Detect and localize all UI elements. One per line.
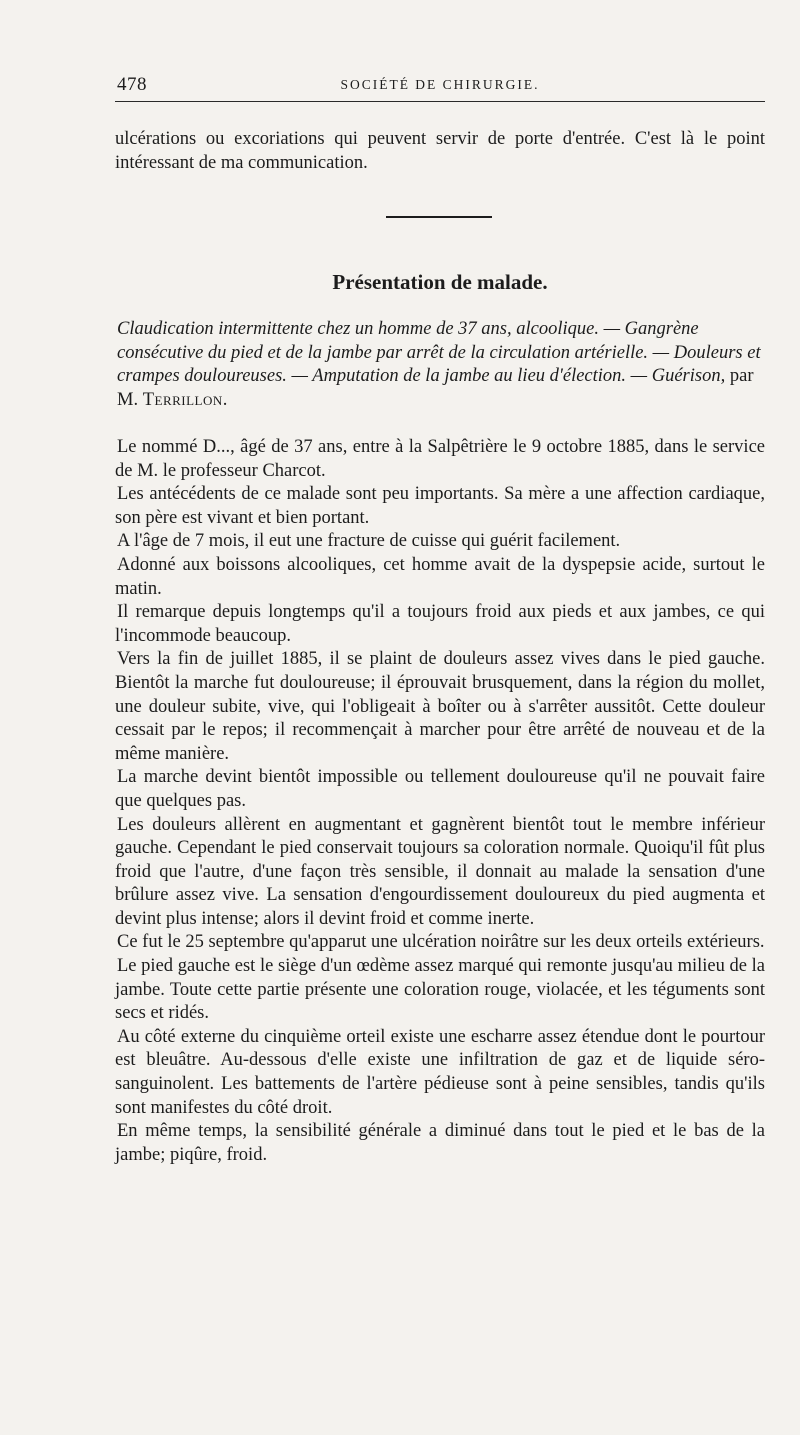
paragraph: Les antécédents de ce malade sont peu importants. Sa mère a une affection cardiaque, son père est vivant et bien portant.	[115, 484, 765, 528]
intro-paragraph: ulcérations ou excoriations qui peuvent servir de porte d'entrée. C'est là le point intéressant de ma communication.	[115, 129, 765, 173]
author-prefix: par M.	[117, 366, 754, 410]
author-name: Terrillon.	[142, 389, 228, 410]
paragraph: A l'âge de 7 mois, il eut une fracture de cuisse qui guérit facilement.	[117, 531, 621, 552]
section-title: Présentation de malade.	[332, 270, 548, 294]
section-separator	[386, 216, 492, 218]
paragraph: Vers la fin de juillet 1885, il se plaint de douleurs assez vives dans le pied gauche. Bientôt la marche fut douloureuse; il éprouvait brusquement, dans la région du mollet, une douleur subite, vive, qui l'obligeait à boîter ou à s'arrêter aussitôt. Cette douleur cessait par le repos; il recommençait à marcher pour être arrêté de nouveau et de la même manière.	[115, 649, 765, 764]
paragraph: Au côté externe du cinquième orteil existe une escharre assez étendue dont le pourtour est bleuâtre. Au-dessous d'elle existe une infiltration de gaz et de liquide séro-sanguinolent. Les battements de l'artère pédieuse sont à peine sensibles, tandis qu'ils sont manifestes du côté droit.	[115, 1026, 765, 1118]
page-number: 478	[117, 74, 147, 95]
case-summary	[115, 318, 767, 412]
summary-text: Claudication intermittente chez un homme de 37 ans, alcoolique. — Gangrène consécutive du pied et de la jambe par arrêt de la circulation artérielle. — Douleurs et crampes douloureuses. — Amputation de la jambe au lieu d'élection. — Guérison,	[117, 319, 761, 387]
running-head	[115, 74, 765, 98]
article-body	[115, 436, 765, 1167]
header-rule	[115, 101, 765, 102]
paragraph: La marche devint bientôt impossible ou tellement douloureuse qu'il ne pouvait faire que quelques pas.	[115, 767, 765, 811]
paragraph: Ce fut le 25 septembre qu'apparut une ulcération noirâtre sur les deux orteils extérieurs.	[117, 932, 765, 953]
paragraph: Les douleurs allèrent en augmentant et gagnèrent bientôt tout le membre inférieur gauche. Cependant le pied conservait toujours sa coloration normale. Quoiqu'il fût plus froid que l'autre, d'une façon très sensible, il donnait au malade la sensation d'une brûlure assez vive. La sensation d'engourdissement douloureux du pied augmenta et devint plus intense; alors il devint froid et comme inerte.	[115, 814, 765, 929]
paragraph: En même temps, la sensibilité générale a diminué dans tout le pied et le bas de la jambe; piqûre, froid.	[115, 1121, 765, 1165]
running-title: SOCIÉTÉ DE CHIRURGIE.	[340, 77, 540, 92]
paragraph: Le nommé D..., âgé de 37 ans, entre à la Salpêtrière le 9 octobre 1885, dans le service de M. le professeur Charcot.	[115, 437, 765, 481]
paragraph: Le pied gauche est le siège d'un œdème assez marqué qui remonte jusqu'au milieu de la jambe. Toute cette partie présente une coloration rouge, violacée, et les téguments sont secs et ridés.	[115, 956, 765, 1024]
paragraph: Adonné aux boissons alcooliques, cet homme avait de la dyspepsie acide, surtout le matin.	[115, 554, 765, 599]
paragraph: Il remarque depuis longtemps qu'il a toujours froid aux pieds et aux jambes, ce qui l'incommode beaucoup.	[115, 602, 765, 646]
